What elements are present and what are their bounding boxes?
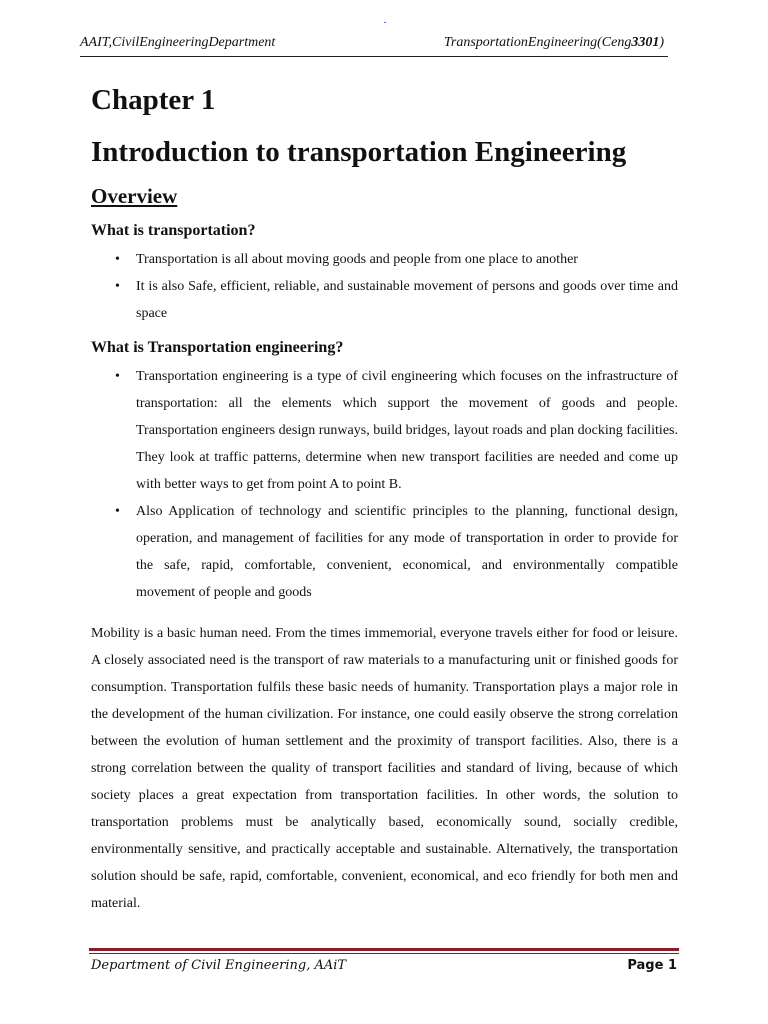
header-course-code: 3301 [631, 35, 660, 50]
bullet-item: • It is also Safe, efficient, reliable, and sustainable movement of persons and goods over time and space [136, 273, 678, 327]
header-left-text: AAIT,CivilEngineeringDepartment [80, 35, 276, 50]
page-content [91, 80, 678, 917]
transportation-bullet-list [91, 246, 678, 327]
bullet-item: • Transportation is all about moving goods and people from one place to another [136, 246, 678, 273]
body-paragraph: Mobility is a basic human need. From the times immemorial, everyone travels either for food or leisure. A closely associated need is the transport of raw materials to a manufacturing unit or finished goods for consumption. Transportation fulfils these basic needs of humanity. Transportation plays a major role in the development of the human civilization. For instance, one could easily observe the strong correlation between the evolution of human settlement and the proximity of transport facilities. Also, there is a strong correlation between the quality of transport facilities and standard of living, because of which society places a great expectation from transportation facilities. In other words, the solution to transportation problems must be analytically based, economically sound, socially credible, environmentally sensitive, and practically acceptable and sustainable. Alternatively, the transportation solution should be safe, rapid, comfortable, convenient, economical, and eco friendly for both men and material. [91, 626, 678, 911]
header-course-suffix: ) [659, 35, 664, 50]
transportation-engineering-bullet-list [91, 363, 678, 606]
header-right-text [444, 35, 664, 51]
question-heading-transportation: What is transportation? [91, 222, 256, 239]
running-header [80, 34, 668, 57]
header-course-name: TransportationEngineering(Ceng [443, 35, 632, 50]
chapter-label: Chapter 1 [91, 84, 216, 116]
chapter-title: Introduction to transportation Engineering [91, 136, 627, 168]
footer-rule-thick [89, 948, 679, 951]
section-heading-overview: Overview [91, 184, 178, 208]
page-footer [89, 958, 679, 978]
question-heading-transportation-engineering: What is Transportation engineering? [91, 339, 344, 356]
bullet-item: • Also Application of technology and scientific principles to the planning, functional design, operation, and management of facilities for any mode of transportation in order to provide for the safe, rapid, comfortable, convenient, economical, and environmentally compatible movement of people and goods [136, 498, 678, 606]
footer-department: Department of Civil Engineering, AAiT [91, 958, 347, 973]
scan-dot-mark [384, 22, 386, 23]
bullet-item: • Transportation engineering is a type of civil engineering which focuses on the infrastructure of transportation: all the elements which support the movement of goods and people. Transportation engineers design runways, build bridges, layout roads and plan docking facilities. They look at traffic patterns, determine when new transport facilities are needed and come up with better ways to get from point A to point B. [136, 363, 678, 498]
footer-rule-thin [89, 953, 679, 954]
footer-page-number: Page 1 [627, 958, 677, 973]
